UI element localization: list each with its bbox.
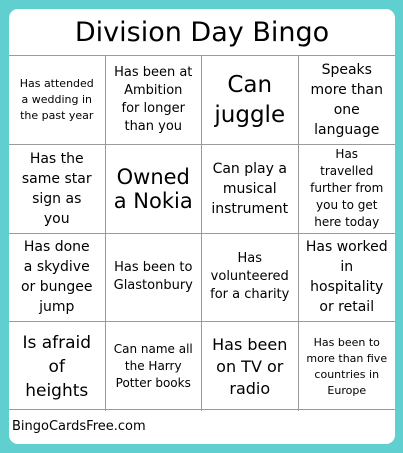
footer-credit: BingoCardsFree.com [12, 419, 146, 434]
bingo-cell [9, 234, 106, 323]
bingo-cell [106, 145, 203, 234]
cell-text: Has done a skydive or bungee jump [20, 239, 93, 316]
bingo-card [9, 9, 395, 444]
cell-text: Owned a Nokia [113, 164, 193, 213]
cell-text: Can name all the Harry Potter books [113, 342, 193, 391]
bingo-cell [202, 234, 299, 323]
bingo-cell [106, 234, 203, 323]
bingo-cell [9, 322, 106, 411]
bingo-grid [9, 55, 395, 410]
bingo-cell [299, 322, 396, 411]
bingo-cell [202, 145, 299, 234]
bingo-cell [202, 56, 299, 145]
cell-text: Has travelled further from you to get here today [310, 147, 384, 230]
bingo-cell [202, 322, 299, 411]
bingo-cell [299, 56, 396, 145]
cell-text: Can juggle [214, 71, 286, 128]
cell-text: Speaks more than one language [310, 61, 384, 138]
bingo-cell [106, 322, 203, 411]
bingo-cell [9, 145, 106, 234]
cell-text: Has volunteered for a charity [210, 251, 290, 303]
cell-text: Has attended a wedding in the past year [19, 76, 94, 122]
cell-text: Has been at Ambition for longer than you [114, 64, 193, 134]
bingo-cell [299, 145, 396, 234]
card-title: Division Day Bingo [74, 16, 330, 48]
bingo-cell [9, 56, 106, 145]
cell-text: Has been to Glastonbury [113, 260, 193, 294]
cell-text: Has worked in hospitality or retail [305, 239, 388, 316]
cell-text: Can play a musical instrument [211, 160, 289, 217]
cell-text: Has been on TV or radio [212, 334, 288, 398]
cell-text: Has the same star sign as you [21, 150, 92, 227]
cell-text: Has been to more than five countries in Europe [306, 335, 388, 397]
cell-text: Is afraid of heights [22, 332, 92, 401]
bingo-cell [299, 234, 396, 323]
bingo-cell [106, 56, 203, 145]
